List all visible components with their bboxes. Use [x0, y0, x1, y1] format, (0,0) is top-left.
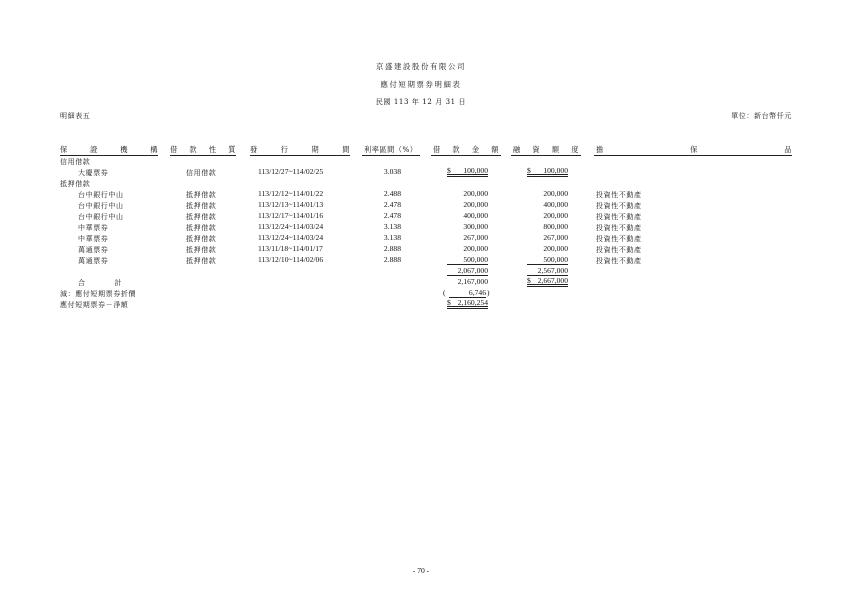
credit-limit: 200,000 [543, 189, 568, 198]
issue-period: 113/12/17~114/01/16 [258, 211, 324, 220]
header-rate: 利率區間（%） [364, 145, 418, 154]
issue-period: 113/11/18~114/01/17 [258, 244, 323, 253]
report-date: 民國 113 年 12 月 31 日 [375, 98, 467, 106]
loan-amount: $ 100,000 [447, 166, 488, 175]
loan-amount: 400,000 [463, 211, 488, 220]
guarantor-name: 台中銀行中山 [78, 191, 124, 199]
header-rule [511, 155, 581, 156]
header-rule [250, 155, 350, 156]
interest-rate: 2.478 [383, 200, 401, 209]
interest-rate: 2.888 [383, 244, 401, 253]
report-title: 應付短期票券明細表 [380, 80, 462, 89]
loan-type: 抵押借款 [186, 213, 217, 221]
total-label: 合 計 [78, 279, 122, 287]
loan-amount: 300,000 [463, 222, 488, 231]
header-rule [362, 155, 420, 156]
subtotal-limit: 2,567,000 [527, 266, 568, 276]
header-amount: 借 款 金 額 [433, 145, 499, 154]
loan-type: 抵押借款 [186, 257, 217, 265]
header-rule [170, 155, 236, 156]
collateral: 投資性不動產 [596, 246, 642, 254]
loan-amount: 267,000 [463, 233, 488, 242]
header-credit-limit: 融 資 額 度 [513, 145, 579, 154]
interest-rate: 3.138 [383, 222, 401, 231]
guarantor-name: 台中銀行中山 [78, 202, 124, 210]
discount-label: 減：應付短期票券折價 [60, 290, 136, 298]
loan-type: 抵押借款 [186, 202, 217, 210]
section-label: 抵押借款 [60, 180, 91, 188]
collateral: 投資性不動產 [596, 213, 642, 221]
discount-close-paren: ) [487, 288, 490, 297]
interest-rate: 3.138 [383, 233, 401, 242]
issue-period: 113/12/27~114/02/25 [258, 167, 324, 176]
loan-amount: 500,000 [447, 255, 488, 265]
interest-rate: 2.888 [383, 255, 401, 264]
credit-limit: 200,000 [543, 244, 568, 253]
loan-type: 信用借款 [186, 169, 217, 177]
page-number: - 70 - [412, 566, 430, 575]
header-rule [431, 155, 501, 156]
interest-rate: 2.478 [383, 211, 401, 220]
guarantor-name: 萬通票券 [78, 257, 109, 265]
guarantor-name: 中華票券 [78, 224, 109, 232]
interest-rate: 3.038 [383, 167, 401, 176]
header-loan-type: 借 款 性 質 [170, 145, 236, 154]
schedule-label: 明細表五 [60, 112, 91, 120]
issue-period: 113/12/10~114/02/06 [258, 255, 324, 264]
loan-amount: 200,000 [463, 244, 488, 253]
guarantor-name: 萬通票券 [78, 246, 109, 254]
loan-type: 抵押借款 [186, 191, 217, 199]
collateral: 投資性不動產 [596, 202, 642, 210]
credit-limit: 200,000 [543, 211, 568, 220]
interest-rate: 2.488 [383, 189, 401, 198]
issue-period: 113/12/12~114/01/22 [258, 189, 324, 198]
total-limit: $ 2,667,000 [527, 276, 568, 285]
header-issue-period: 發 行 期 間 [250, 145, 350, 154]
collateral: 投資性不動產 [596, 257, 642, 265]
issue-period: 113/12/24~114/03/24 [258, 233, 324, 242]
credit-limit: 267,000 [543, 233, 568, 242]
credit-limit: 500,000 [527, 255, 568, 265]
collateral: 投資性不動產 [596, 235, 642, 243]
loan-type: 抵押借款 [186, 224, 217, 232]
section-label: 信用借款 [60, 158, 91, 166]
discount-amount: 6,746 [449, 288, 486, 298]
loan-amount: 200,000 [463, 189, 488, 198]
collateral: 投資性不動產 [596, 224, 642, 232]
header-rule [594, 155, 792, 156]
header-collateral: 擔 保 品 [596, 145, 792, 154]
net-label: 應付短期票券－淨額 [60, 301, 129, 309]
guarantor-name: 中華票券 [78, 235, 109, 243]
total-amount: 2,167,000 [457, 277, 488, 286]
loan-amount: 200,000 [463, 200, 488, 209]
credit-limit: $ 100,000 [527, 166, 568, 175]
company-name: 京盛建設股份有限公司 [376, 62, 466, 71]
net-amount: $ 2,160,254 [447, 298, 488, 307]
header-guarantor: 保 證 機 構 [60, 145, 158, 154]
loan-type: 抵押借款 [186, 246, 217, 254]
issue-period: 113/12/13~114/01/13 [258, 200, 324, 209]
unit-label: 單位：新台幣仟元 [731, 112, 792, 120]
credit-limit: 400,000 [543, 200, 568, 209]
subtotal-amount: 2,067,000 [447, 266, 488, 276]
credit-limit: 800,000 [543, 222, 568, 231]
guarantor-name: 大慶票券 [78, 169, 109, 177]
issue-period: 113/12/24~114/03/24 [258, 222, 324, 231]
loan-type: 抵押借款 [186, 235, 217, 243]
collateral: 投資性不動產 [596, 191, 642, 199]
header-rule [60, 155, 158, 156]
discount-open-paren: ( [443, 288, 446, 297]
guarantor-name: 台中銀行中山 [78, 213, 124, 221]
